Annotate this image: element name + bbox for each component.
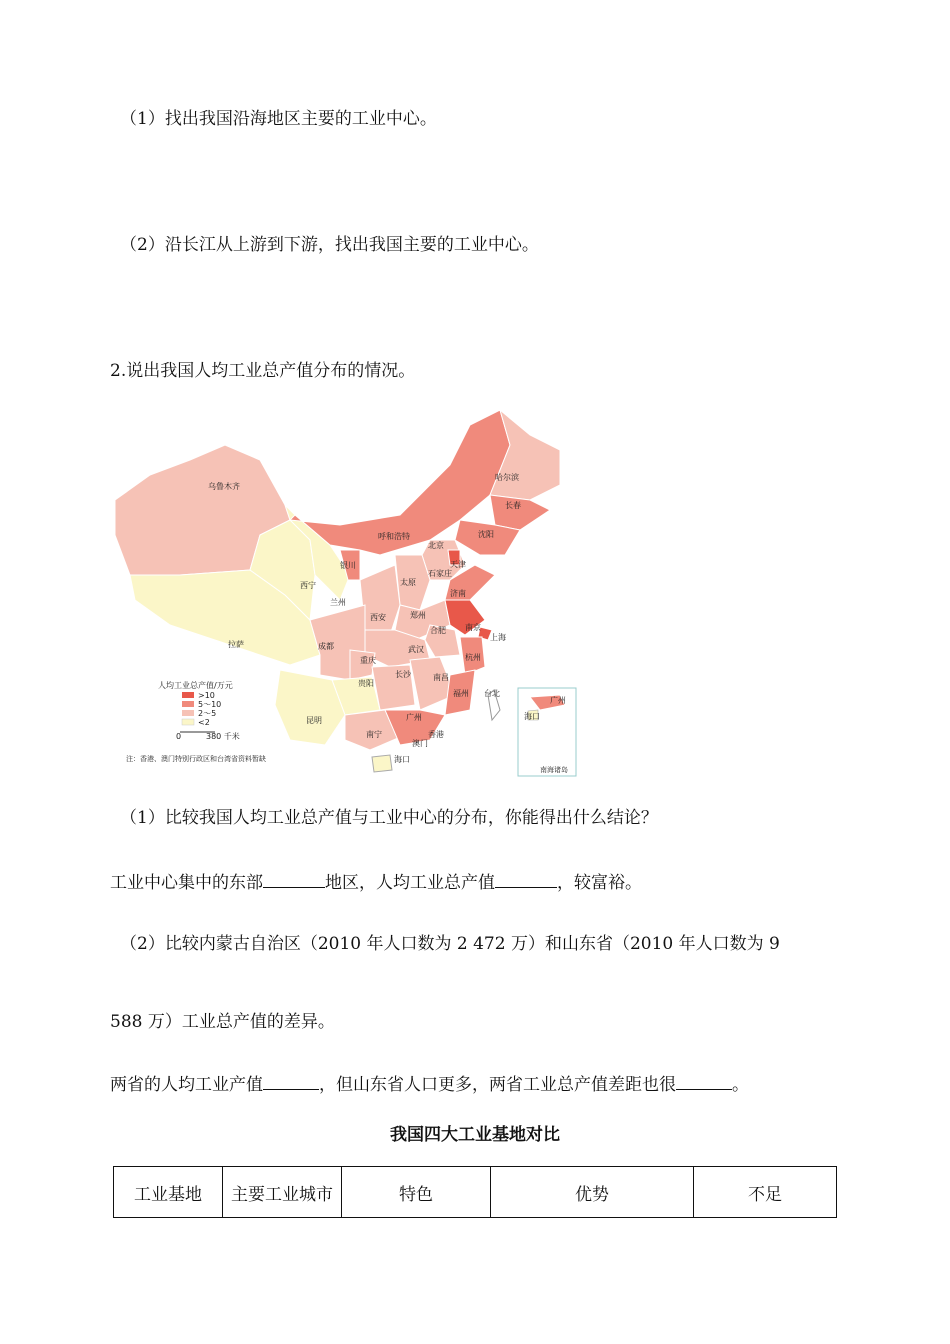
- blank-output[interactable]: [495, 869, 557, 888]
- city-label: 贵阳: [358, 679, 374, 688]
- scale-label: 380 千米: [206, 732, 240, 741]
- q2-answer2: [110, 1071, 749, 1097]
- q2-answer1: [110, 869, 642, 895]
- city-label: 武汉: [408, 645, 424, 654]
- table-header-cell: 优势: [491, 1167, 694, 1218]
- region-hainan: [372, 755, 392, 772]
- blank-per-capita[interactable]: [263, 1071, 319, 1090]
- q2-heading: 2.说出我国人均工业总产值分布的情况。: [110, 361, 416, 381]
- city-label: 拉萨: [228, 640, 244, 649]
- city-label: 杭州: [465, 653, 481, 662]
- city-label: 昆明: [306, 716, 322, 725]
- region-shaanxi: [360, 565, 400, 635]
- city-label: 哈尔滨: [495, 473, 519, 482]
- city-label: 石家庄: [428, 569, 452, 578]
- city-label: 呼和浩特: [378, 532, 410, 541]
- city-label: 太原: [400, 578, 416, 587]
- table-header-cell: 特色: [342, 1167, 491, 1218]
- table-header-row: [114, 1167, 837, 1218]
- city-label: 郑州: [410, 611, 426, 620]
- table-title: 我国四大工业基地对比: [390, 1125, 560, 1145]
- blank-region[interactable]: [263, 869, 325, 888]
- city-label: 西宁: [300, 581, 316, 590]
- q2-part2-line2: 588 万）工业总产值的差异。: [110, 1012, 335, 1032]
- table-header-cell: 工业基地: [114, 1167, 223, 1218]
- city-label: 香港: [428, 730, 444, 739]
- legend-label: <2: [198, 718, 210, 727]
- city-label: 银川: [340, 561, 356, 570]
- city-label: 兰州: [330, 598, 346, 607]
- region-chongqing: [350, 650, 375, 680]
- scale-zero: 0: [176, 732, 182, 741]
- city-label: 乌鲁木齐: [208, 482, 240, 491]
- city-label: 长沙: [395, 670, 411, 679]
- city-label: 澳门: [412, 739, 428, 748]
- inset-label: 南海诸岛: [540, 766, 568, 774]
- answer1-text-b: 地区，人均工业总产值: [325, 873, 495, 893]
- legend-title: 人均工业总产值/万元: [158, 681, 233, 690]
- answer1-text-c: ，较富裕。: [557, 873, 642, 893]
- legend-label: 5～10: [198, 700, 222, 709]
- city-label: 海口: [394, 755, 410, 764]
- city-label: 天津: [450, 560, 466, 569]
- map-legend: [126, 680, 266, 763]
- city-label: 沈阳: [478, 530, 494, 539]
- city-label: 南京: [465, 623, 481, 632]
- answer1-text-a: 工业中心集中的东部: [110, 873, 263, 893]
- map-note: 注：香港、澳门特别行政区和台湾省资料暂缺: [126, 755, 266, 763]
- city-label: 福州: [453, 689, 469, 698]
- per-capita-industrial-output-map: [110, 405, 580, 780]
- table-header-cell: 主要工业城市: [223, 1167, 342, 1218]
- blank-gap[interactable]: [676, 1071, 732, 1090]
- q2-part1: （1）比较我国人均工业总产值与工业中心的分布，你能得出什么结论？: [120, 808, 658, 828]
- legend-label: >10: [198, 691, 215, 700]
- industrial-base-table: [113, 1166, 837, 1218]
- inset-city-label: 广州: [550, 696, 566, 705]
- q2-part2-line1: （2）比较内蒙古自治区（2010 年人口数为 2 472 万）和山东省（2010 年人口数为 9: [120, 934, 780, 954]
- answer2-text-c: 。: [732, 1075, 749, 1095]
- city-label: 南宁: [366, 730, 382, 739]
- q1-part1: （1）找出我国沿海地区主要的工业中心。: [120, 109, 437, 129]
- legend-label: 2～5: [198, 709, 217, 718]
- city-label: 台北: [484, 689, 500, 698]
- city-label: 济南: [450, 589, 466, 598]
- city-label: 北京: [428, 541, 444, 550]
- inset-city-label: 海口: [524, 712, 540, 721]
- city-label: 广州: [406, 713, 422, 722]
- answer2-text-b: ，但山东省人口更多，两省工业总产值差距也很: [319, 1075, 676, 1095]
- city-label: 合肥: [430, 626, 446, 635]
- city-label: 长春: [505, 501, 521, 510]
- table-header-cell: 不足: [694, 1167, 837, 1218]
- city-label: 西安: [370, 613, 386, 622]
- city-label: 南昌: [433, 673, 449, 682]
- city-label: 成都: [318, 642, 334, 651]
- q1-part2: （2）沿长江从上游到下游，找出我国主要的工业中心。: [120, 235, 539, 255]
- answer2-text-a: 两省的人均工业产值: [110, 1075, 263, 1095]
- city-label: 重庆: [360, 656, 376, 665]
- city-label: 上海: [490, 633, 506, 642]
